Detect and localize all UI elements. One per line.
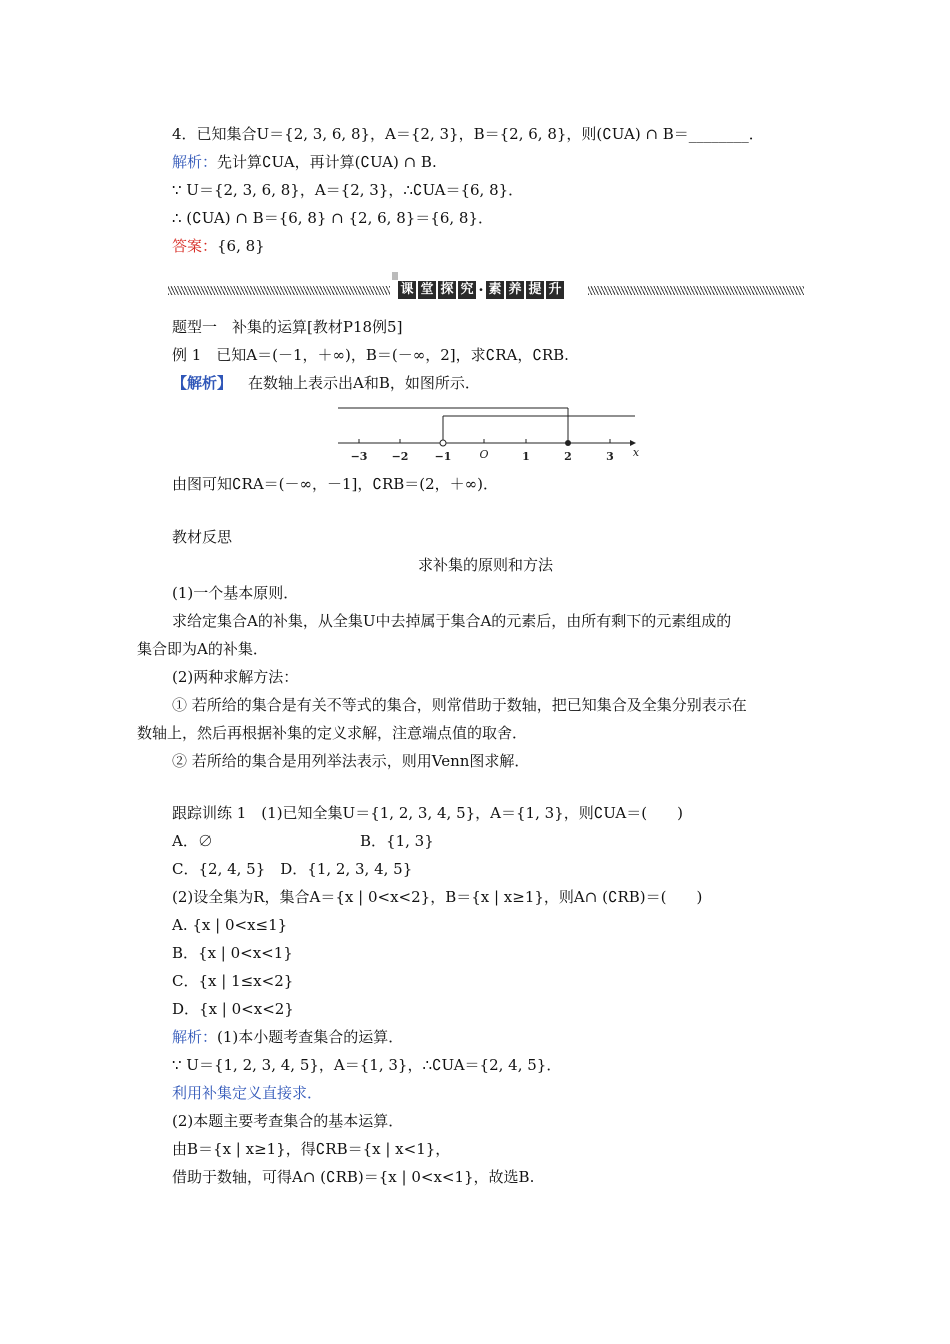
- reflection-p5: ② 若所给的集合是用列举法表示，则用Venn图求解．: [172, 752, 530, 770]
- practice-q2-option-a: A. {x | 0<x≤1}: [172, 916, 288, 934]
- practice-solution-4: 由B＝{x | x≥1}，得∁RB＝{x | x<1}，: [172, 1140, 451, 1158]
- ex1-conclusion: 由图可知∁RA＝(－∞，－1]，∁RB＝(2，＋∞)．: [172, 475, 499, 493]
- q4-line4: ∴ (∁UA) ∩ B＝{6, 8} ∩ {2, 6, 8}＝{6, 8}．: [172, 209, 494, 227]
- tick-label: −2: [391, 450, 409, 463]
- reflection-p4a: ① 若所给的集合是有关不等式的集合，则常借助于数轴，把已知集合及全集分别表示在: [172, 696, 747, 714]
- practice-q2-option-d: D．{x | 0<x<2}: [172, 1000, 294, 1018]
- q4-jiexi-label: 解析：: [172, 153, 218, 171]
- tick-label: −1: [434, 450, 452, 463]
- ex1-jiexi-label: 【解析】: [172, 374, 233, 392]
- banner-hatch-left: [168, 286, 390, 295]
- practice-solution-2: ∵ U＝{1, 2, 3, 4, 5}，A＝{1, 3}，∴∁UA＝{2, 4, 5}．: [172, 1056, 562, 1074]
- reflection-p2b: 集合即为A的补集．: [137, 640, 268, 658]
- banner-char: 究: [458, 281, 476, 299]
- tick-label: 1: [522, 450, 530, 463]
- practice-q1-options-cd: C．{2, 4, 5} D．{1, 2, 3, 4, 5}: [172, 860, 413, 878]
- practice-q1-option-b: B．{1, 3}: [360, 832, 434, 850]
- practice-jiexi-label: 解析：: [172, 1028, 218, 1046]
- reflection-heading: 教材反思: [172, 528, 233, 546]
- banner-title: [398, 280, 566, 300]
- practice-solution-3: (2)本题主要考查集合的基本运算．: [172, 1112, 404, 1130]
- practice-q2-option-c: C．{x | 1≤x<2}: [172, 972, 294, 990]
- practice-q2-option-b: B．{x | 0<x<1}: [172, 944, 293, 962]
- q4-line2-text: 先计算∁UA，再计算(∁UA) ∩ B.: [217, 153, 437, 171]
- q4-line2: [172, 152, 437, 172]
- q4-line3: ∵ U＝{2, 3, 6, 8}，A＝{2, 3}，∴∁UA＝{6, 8}．: [172, 181, 524, 199]
- practice-solution-1: [172, 1027, 403, 1047]
- tick-label: O: [479, 448, 489, 461]
- number-line-figure: [330, 398, 650, 468]
- section-banner: [168, 280, 804, 300]
- banner-char: 升: [546, 281, 564, 299]
- ex1-problem: 例 1 已知A＝(－1，＋∞)，B＝(－∞，2]，求∁RA，∁RB.: [172, 346, 569, 364]
- tick-label: −3: [350, 450, 368, 463]
- banner-char: 养: [506, 281, 524, 299]
- open-endpoint-a: [440, 440, 446, 446]
- closed-endpoint-b: [565, 440, 571, 446]
- practice-solution-5: 借助于数轴，可得A∩ (∁RB)＝{x | 0<x<1}，故选B.: [172, 1168, 535, 1186]
- practice-q1-option-a: A．∅: [172, 832, 213, 850]
- reflection-p2a: 求给定集合A的补集，从全集U中去掉属于集合A的元素后，由所有剩下的元素组成的: [172, 612, 732, 630]
- reflection-p4b: 数轴上，然后再根据补集的定义求解，注意端点值的取舍．: [137, 724, 528, 742]
- reflection-p1: (1)一个基本原则．: [172, 584, 299, 602]
- banner-accent: [392, 272, 398, 280]
- banner-char: 课: [398, 281, 416, 299]
- banner-hatch-right: [588, 286, 804, 295]
- ex1-jiexi-text: 在数轴上表示出A和B，如图所示．: [248, 374, 480, 392]
- banner-dot: ·: [478, 281, 484, 299]
- tick-label: 2: [564, 450, 572, 463]
- practice-hint: 利用补集定义直接求．: [172, 1084, 323, 1102]
- reflection-p3: (2)两种求解方法：: [172, 668, 299, 686]
- practice-q1: 跟踪训练 1 (1)已知全集U＝{1, 2, 3, 4, 5}，A＝{1, 3}，则∁UA＝( ): [172, 804, 683, 822]
- banner-char: 探: [438, 281, 456, 299]
- reflection-title: 求补集的原则和方法: [418, 556, 554, 574]
- ex1-jiexi: [172, 373, 480, 393]
- practice-q2: (2)设全集为R，集合A＝{x | 0<x<2}，B＝{x | x≥1}，则A∩ (∁RB)＝( ): [172, 888, 703, 906]
- ex1-title: 题型一 补集的运算[教材P18例5]: [172, 318, 403, 336]
- q4-answer: [172, 236, 265, 256]
- banner-char: 素: [486, 281, 504, 299]
- q4-answer-label: 答案：: [172, 237, 218, 255]
- q4-line1: 4．已知集合U＝{2, 3, 6, 8}，A＝{2, 3}，B＝{2, 6, 8}，则(∁UA) ∩ B＝________．: [172, 125, 764, 143]
- axis-label: x: [632, 446, 640, 459]
- q4-answer-value: {6, 8}: [217, 237, 265, 255]
- banner-char: 堂: [418, 281, 436, 299]
- banner-char: 提: [526, 281, 544, 299]
- tick-label: 3: [606, 450, 614, 463]
- practice-solution-1-text: (1)本小题考查集合的运算．: [217, 1028, 404, 1046]
